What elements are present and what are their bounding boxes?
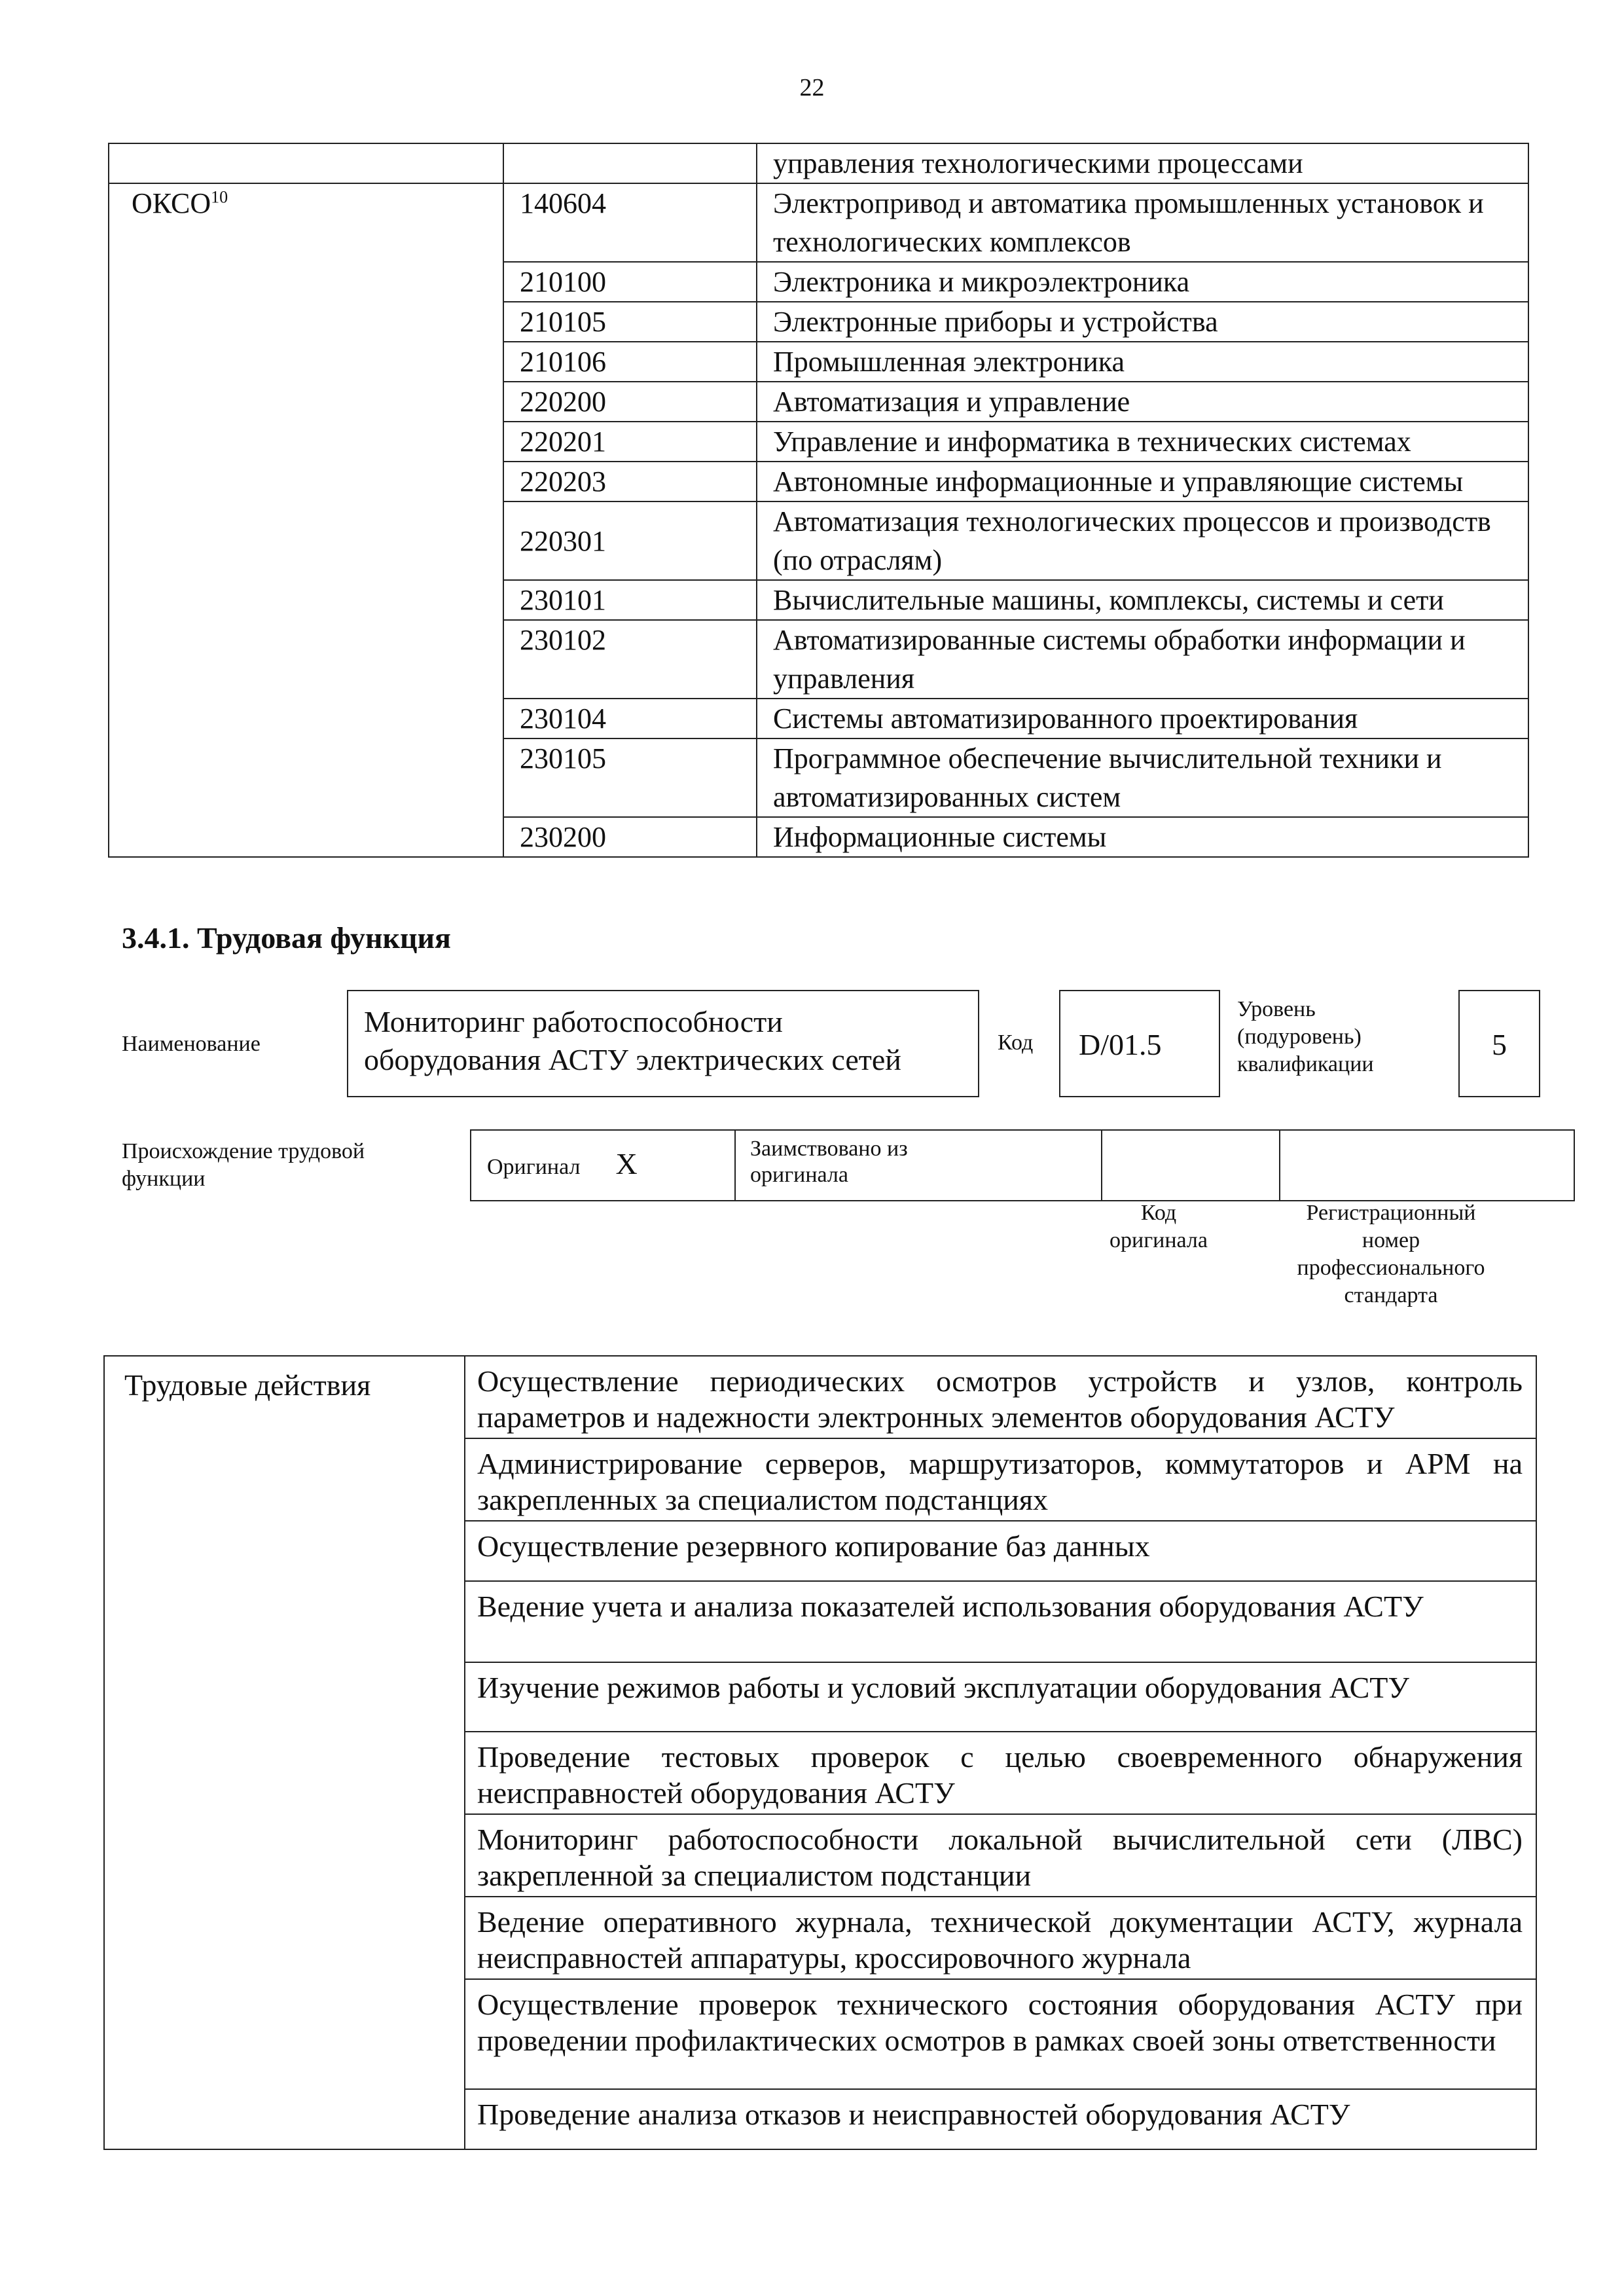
okso-name: Программное обеспечение вычислительной техники и автоматизированных систем xyxy=(757,738,1528,817)
okso-name: Электроника и микроэлектроника xyxy=(757,262,1528,302)
okso-empty-cell xyxy=(503,143,757,183)
origin-label-line: функции xyxy=(122,1167,206,1191)
table-row xyxy=(109,183,1528,262)
labor-action-item: Мониторинг работоспособности локальной вычислительной сети (ЛВС) закрепленной за специалистом подстанции xyxy=(465,1814,1536,1897)
labor-action-item: Ведение оперативного журнала, технической документации АСТУ, журнала неисправностей аппаратуры, кроссировочного журнала xyxy=(465,1897,1536,1979)
caption-line: профессионального xyxy=(1297,1256,1485,1280)
okso-code: 210100 xyxy=(503,262,757,302)
okso-name: Электропривод и автоматика промышленных установок и технологических комплексов xyxy=(757,183,1528,262)
okso-label: ОКСО xyxy=(132,187,211,219)
level-label-line: (подуровень) xyxy=(1237,1025,1362,1049)
level-value-box: 5 xyxy=(1458,990,1540,1097)
labor-action-item: Ведение учета и анализа показателей использования оборудования АСТУ xyxy=(465,1581,1536,1662)
okso-code: 220301 xyxy=(503,501,757,580)
okso-cont-cell: управления технологическими процессами xyxy=(757,143,1528,183)
function-name-line: оборудования АСТУ электрических сетей xyxy=(364,1043,901,1076)
labor-actions-label: Трудовые действия xyxy=(104,1356,465,2149)
labor-actions-table xyxy=(103,1355,1537,2150)
origin-table xyxy=(470,1129,1575,1201)
origin-label xyxy=(122,1138,449,1193)
original-code-caption xyxy=(1060,1199,1257,1254)
table-row xyxy=(109,143,1528,183)
origin-label-line: Происхождение трудовой xyxy=(122,1139,365,1163)
function-name-box xyxy=(347,990,979,1097)
labor-action-item: Изучение режимов работы и условий эксплуатации оборудования АСТУ xyxy=(465,1662,1536,1732)
okso-name: Вычислительные машины, комплексы, системы и сети xyxy=(757,580,1528,620)
labor-action-item: Осуществление периодических осмотров устройств и узлов, контроль параметров и надежности электронных элементов оборудования АСТУ xyxy=(465,1356,1536,1438)
caption-line: оригинала xyxy=(1110,1228,1208,1252)
okso-name: Промышленная электроника xyxy=(757,342,1528,382)
borrowed-cell xyxy=(735,1130,1102,1201)
page-number: 22 xyxy=(799,74,825,101)
table-row xyxy=(104,1356,1536,1438)
okso-code: 230104 xyxy=(503,699,757,738)
code-label: Код xyxy=(998,1030,1034,1055)
okso-code: 210105 xyxy=(503,302,757,342)
labor-action-item: Администрирование серверов, маршрутизаторов, коммутаторов и АРМ на закрепленных за специалистом подстанциях xyxy=(465,1438,1536,1521)
caption-line: стандарта xyxy=(1344,1283,1438,1307)
caption-line: Код xyxy=(1140,1201,1177,1225)
okso-name: Автоматизация технологических процессов и производств (по отраслям) xyxy=(757,501,1528,580)
function-name-line: Мониторинг работоспособности xyxy=(364,1005,783,1038)
labor-action-item: Проведение анализа отказов и неисправностей оборудования АСТУ xyxy=(465,2089,1536,2149)
okso-name: Автоматизированные системы обработки информации и управления xyxy=(757,620,1528,699)
okso-code: 230101 xyxy=(503,580,757,620)
level-label-line: квалификации xyxy=(1237,1052,1374,1076)
okso-name: Системы автоматизированного проектирования xyxy=(757,699,1528,738)
caption-line: номер xyxy=(1362,1228,1420,1252)
level-label-line: Уровень xyxy=(1237,997,1316,1021)
registration-number-cell xyxy=(1280,1130,1574,1201)
okso-name: Управление и информатика в технических системах xyxy=(757,422,1528,462)
labor-action-item: Осуществление проверок технического состояния оборудования АСТУ при проведении профилактических осмотров в рамках своей зоны ответственности xyxy=(465,1979,1536,2089)
borrowed-label-line: Заимствовано из xyxy=(750,1137,908,1161)
okso-name: Электронные приборы и устройства xyxy=(757,302,1528,342)
okso-name: Автоматизация и управление xyxy=(757,382,1528,422)
borrowed-label-line: оригинала xyxy=(750,1163,848,1187)
name-label: Наименование xyxy=(122,1032,261,1056)
labor-action-item: Осуществление резервного копирование баз данных xyxy=(465,1521,1536,1581)
okso-code: 230200 xyxy=(503,817,757,857)
okso-label-cell xyxy=(109,183,503,857)
okso-code: 220203 xyxy=(503,462,757,501)
okso-empty-cell xyxy=(109,143,503,183)
okso-code: 230102 xyxy=(503,620,757,699)
okso-code: 140604 xyxy=(503,183,757,262)
okso-footnote: 10 xyxy=(211,187,228,207)
labor-action-item: Проведение тестовых проверок с целью своевременного обнаружения неисправностей оборудования АСТУ xyxy=(465,1732,1536,1814)
okso-code: 220200 xyxy=(503,382,757,422)
original-cell xyxy=(471,1130,735,1201)
section-heading: 3.4.1. Трудовая функция xyxy=(122,921,451,955)
okso-code: 220201 xyxy=(503,422,757,462)
okso-code: 210106 xyxy=(503,342,757,382)
okso-code: 230105 xyxy=(503,738,757,817)
okso-name: Автономные информационные и управляющие системы xyxy=(757,462,1528,501)
original-code-cell xyxy=(1102,1130,1280,1201)
original-label: Оригинал xyxy=(487,1154,581,1179)
original-mark: X xyxy=(615,1146,638,1180)
registration-number-caption xyxy=(1240,1199,1542,1309)
okso-table xyxy=(108,143,1529,858)
caption-line: Регистрационный xyxy=(1306,1201,1476,1225)
level-label xyxy=(1237,996,1427,1078)
okso-name: Информационные системы xyxy=(757,817,1528,857)
table-row xyxy=(471,1130,1574,1201)
function-code-box: D/01.5 xyxy=(1059,990,1220,1097)
